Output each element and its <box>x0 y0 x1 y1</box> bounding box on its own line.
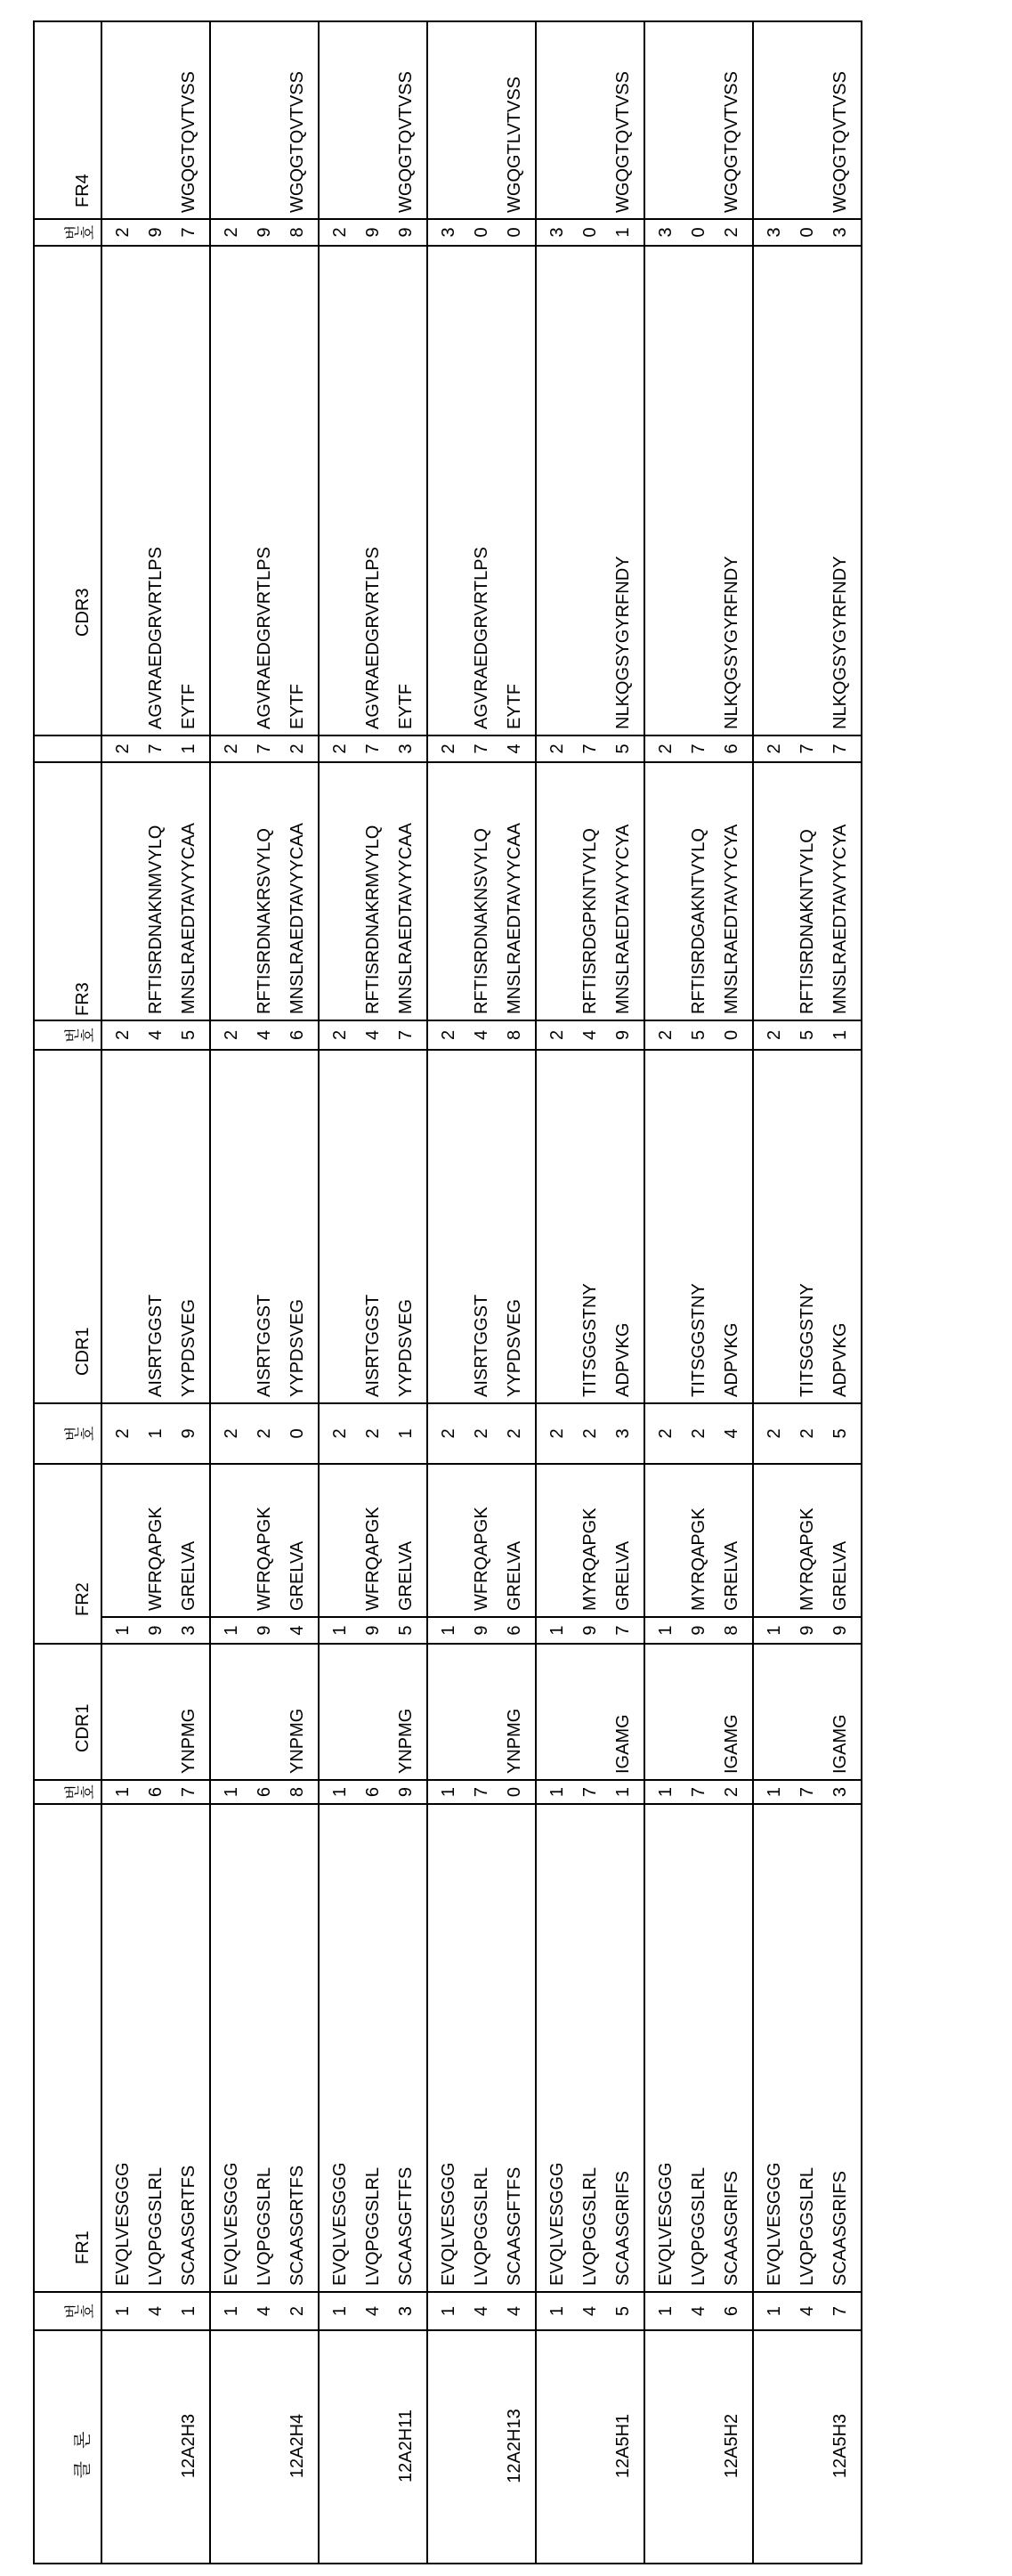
table-row <box>101 21 210 2564</box>
fr4-cell <box>536 21 644 219</box>
cdr1-cell <box>319 1644 427 1780</box>
sequence-line: MNSLRAEDTAVYYCYA <box>824 767 857 1014</box>
sequence-line: AISRTGGST <box>357 1054 390 1397</box>
seq-id-fr2 <box>753 1617 862 1644</box>
seq-id-cdr2 <box>753 1403 862 1464</box>
seq-id-cdr3 <box>753 735 862 762</box>
seq-id-cdr2 <box>210 1403 319 1464</box>
sequence-line: MNSLRAEDTAVYYCAA <box>173 767 206 1014</box>
seq-id-number: 171 <box>541 1787 640 1797</box>
seq-id-number: 245 <box>107 1030 206 1040</box>
seq-id-fr4 <box>319 219 427 246</box>
sequence-line: EYTF <box>498 250 531 729</box>
seq-id-number: 142 <box>215 2306 314 2316</box>
sequence-line: LVQPGGSLRL <box>357 1808 390 2286</box>
cdr2-cell <box>427 1050 536 1403</box>
fr1-cell <box>644 1804 753 2292</box>
sequence-line: RFTISRDGPKNTVYLQ <box>574 767 607 1014</box>
seq-id-fr1 <box>536 2292 644 2330</box>
sequence-line: TITSGGSTNY <box>683 1054 716 1397</box>
header-number <box>34 219 101 246</box>
seq-id-number: 169 <box>324 1787 423 1797</box>
seq-id-cdr2 <box>319 1403 427 1464</box>
sequence-line: MNSLRAEDTAVYYCYA <box>607 767 640 1014</box>
seq-id-cdr1 <box>536 1780 644 1804</box>
cdr3-cell <box>536 246 644 735</box>
sequence-line: WGQGTQVTVSS <box>173 26 206 213</box>
sequence-line: EVQLVESGGG <box>650 1808 683 2286</box>
seq-id-number: 144 <box>433 2306 531 2316</box>
fr1-cell <box>753 1804 862 2292</box>
seq-id-number: 143 <box>324 2306 423 2316</box>
seq-id-cdr3 <box>319 735 427 762</box>
sequence-line: YNPMG <box>173 1648 206 1774</box>
fr1-cell <box>319 1804 427 2292</box>
seq-id-cdr3 <box>536 735 644 762</box>
sequence-line: WGQGTQVTVSS <box>824 26 857 213</box>
seq-id-cdr2 <box>644 1403 753 1464</box>
clone-name: 12A5H3 <box>824 2335 857 2557</box>
sequence-line: ADPVKG <box>607 1054 640 1397</box>
clone-name: 12A2H3 <box>173 2335 206 2557</box>
sequence-line: RFTISRDGAKNTVYLQ <box>683 767 716 1014</box>
clone-cell <box>536 2330 644 2564</box>
seq-id-number: 225 <box>758 1428 857 1438</box>
header-number-label: 번호 <box>65 224 97 240</box>
seq-id-number: 221 <box>324 1428 423 1438</box>
seq-id-fr4 <box>753 219 862 246</box>
sequence-line: YNPMG <box>281 1648 314 1774</box>
sequence-line: AGVRAEDGRVRTLPS <box>466 250 498 729</box>
seq-id-cdr2 <box>101 1403 210 1464</box>
sequence-line: AISRTGGST <box>248 1054 281 1397</box>
sequence-line: WFRQAPGK <box>140 1468 173 1611</box>
seq-id-number: 219 <box>107 1428 206 1438</box>
seq-id-cdr1 <box>210 1780 319 1804</box>
sequence-line: EVQLVESGGG <box>215 1808 248 2286</box>
sequence-line: GRELVA <box>716 1468 749 1611</box>
sequence-line: IGAMG <box>607 1648 640 1774</box>
seq-id-number: 251 <box>758 1030 857 1040</box>
fr2-cell <box>319 1464 427 1617</box>
sequence-line: YNPMG <box>498 1648 531 1774</box>
clone-cell <box>210 2330 319 2564</box>
seq-id-number: 194 <box>215 1625 314 1635</box>
seq-id-fr3 <box>210 1020 319 1050</box>
seq-id-number: 146 <box>650 2306 749 2316</box>
sequence-line: LVQPGGSLRL <box>248 1808 281 2286</box>
seq-id-number: 300 <box>433 227 531 237</box>
header-number <box>34 1403 101 1464</box>
cdr3-cell <box>427 246 536 735</box>
seq-id-number: 272 <box>215 744 314 753</box>
seq-id-number: 222 <box>433 1428 531 1438</box>
fr2-cell <box>210 1464 319 1617</box>
seq-id-fr4 <box>536 219 644 246</box>
cdr1-cell <box>210 1644 319 1780</box>
seq-id-number: 303 <box>758 227 857 237</box>
fr3-cell <box>427 762 536 1020</box>
sequence-line: WGQGTQVTVSS <box>281 26 314 213</box>
sequence-line: LVQPGGSLRL <box>466 1808 498 2286</box>
sequence-line: MYRQAPGK <box>683 1468 716 1611</box>
sequence-line: ADPVKG <box>824 1054 857 1397</box>
seq-id-number: 301 <box>541 227 640 237</box>
fr1-cell <box>427 1804 536 2292</box>
seq-id-fr4 <box>101 219 210 246</box>
seq-id-number: 297 <box>107 227 206 237</box>
seq-id-fr2 <box>536 1617 644 1644</box>
sequence-line: EYTF <box>173 250 206 729</box>
seq-id-fr4 <box>427 219 536 246</box>
sequence-line: AGVRAEDGRVRTLPS <box>140 250 173 729</box>
seq-id-fr1 <box>644 2292 753 2330</box>
sequence-line: RFTISRDNAKNSVYLQ <box>466 767 498 1014</box>
seq-id-number: 276 <box>650 744 749 753</box>
sequence-line: SCAASGFTFS <box>498 1808 531 2286</box>
seq-id-number: 195 <box>324 1625 423 1635</box>
table-row <box>536 21 644 2564</box>
seq-id-fr3 <box>644 1020 753 1050</box>
header-number <box>34 1020 101 1050</box>
sequence-line: EVQLVESGGG <box>324 1808 357 2286</box>
sequence-line: YYPDSVEG <box>498 1054 531 1397</box>
cdr1-cell <box>101 1644 210 1780</box>
seq-id-number: 224 <box>650 1428 749 1438</box>
seq-id-fr4 <box>210 219 319 246</box>
header-fr3: FR3 <box>34 762 101 1020</box>
sequence-line: GRELVA <box>173 1468 206 1611</box>
clone-name: 12A5H1 <box>607 2335 640 2557</box>
sequence-line: WFRQAPGK <box>466 1468 498 1611</box>
sequence-line: WFRQAPGK <box>357 1468 390 1611</box>
fr1-cell <box>210 1804 319 2292</box>
seq-id-number: 172 <box>650 1787 749 1797</box>
seq-id-cdr3 <box>644 735 753 762</box>
fr4-cell <box>319 21 427 219</box>
seq-id-fr3 <box>101 1020 210 1050</box>
seq-id-fr2 <box>644 1617 753 1644</box>
sequence-line: EYTF <box>390 250 423 729</box>
sequence-line: GRELVA <box>281 1468 314 1611</box>
seq-id-number: 173 <box>758 1787 857 1797</box>
sequence-line: EVQLVESGGG <box>433 1808 466 2286</box>
seq-id-number: 298 <box>215 227 314 237</box>
sequence-line: WFRQAPGK <box>248 1468 281 1611</box>
seq-id-number: 147 <box>758 2306 857 2316</box>
sequence-line: EVQLVESGGG <box>541 1808 574 2286</box>
sequence-line: AGVRAEDGRVRTLPS <box>248 250 281 729</box>
cdr1-cell <box>644 1644 753 1780</box>
fr1-cell <box>101 1804 210 2292</box>
seq-id-number: 249 <box>541 1030 640 1040</box>
sequence-line: AGVRAEDGRVRTLPS <box>357 250 390 729</box>
header-cdr1: CDR1 <box>34 1644 101 1780</box>
sequence-line: RFTISRDNAKRSVYLQ <box>248 767 281 1014</box>
seq-id-cdr1 <box>101 1780 210 1804</box>
fr3-cell <box>644 762 753 1020</box>
seq-id-fr3 <box>536 1020 644 1050</box>
fr2-cell <box>536 1464 644 1617</box>
seq-id-number: 277 <box>758 744 857 753</box>
sequence-line: SCAASGRTFS <box>173 1808 206 2286</box>
sequence-line: MNSLRAEDTAVYYCAA <box>281 767 314 1014</box>
seq-id-number: 223 <box>541 1428 640 1438</box>
fr4-cell <box>753 21 862 219</box>
clone-cell <box>319 2330 427 2564</box>
seq-id-cdr1 <box>427 1780 536 1804</box>
cdr3-cell <box>210 246 319 735</box>
sequence-line: SCAASGFTFS <box>390 1808 423 2286</box>
sequence-line: LVQPGGSLRL <box>791 1808 824 2286</box>
sequence-line: LVQPGGSLRL <box>574 1808 607 2286</box>
sequence-line: MYRQAPGK <box>574 1468 607 1611</box>
sequence-line: EYTF <box>281 250 314 729</box>
seq-id-cdr1 <box>319 1780 427 1804</box>
sequence-line: EVQLVESGGG <box>758 1808 791 2286</box>
sequence-line: EVQLVESGGG <box>107 1808 140 2286</box>
sequence-line: SCAASGRIFS <box>716 1808 749 2286</box>
cdr2-cell <box>319 1050 427 1403</box>
sequence-line: IGAMG <box>716 1648 749 1774</box>
seq-id-fr2 <box>427 1617 536 1644</box>
seq-id-number: 247 <box>324 1030 423 1040</box>
sequence-line: WGQGTQVTVSS <box>390 26 423 213</box>
header-clone: 클론 <box>34 2330 101 2564</box>
clone-name: 12A2H11 <box>390 2335 423 2557</box>
cdr1-cell <box>427 1644 536 1780</box>
cdr2-cell <box>210 1050 319 1403</box>
fr3-cell <box>753 762 862 1020</box>
seq-id-cdr2 <box>427 1403 536 1464</box>
seq-id-number: 274 <box>433 744 531 753</box>
seq-id-number: 248 <box>433 1030 531 1040</box>
sequence-line: RFTISRDNAKRMVYLQ <box>357 767 390 1014</box>
sequence-line: GRELVA <box>498 1468 531 1611</box>
fr1-cell <box>536 1804 644 2292</box>
sequence-line: WGQGTLVTVSS <box>498 26 531 213</box>
seq-id-fr3 <box>427 1020 536 1050</box>
clone-cell <box>644 2330 753 2564</box>
header-fr2: FR2 <box>34 1464 101 1644</box>
header-number-label: 번호 <box>65 2304 97 2319</box>
sequence-line: GRELVA <box>824 1468 857 1611</box>
fr4-cell <box>210 21 319 219</box>
seq-id-fr1 <box>319 2292 427 2330</box>
header-fr4: FR4 <box>34 21 101 219</box>
header-number <box>34 2292 101 2330</box>
seq-id-number: 302 <box>650 227 749 237</box>
seq-id-number: 170 <box>433 1787 531 1797</box>
fr2-cell <box>753 1464 862 1617</box>
sequence-line: YYPDSVEG <box>281 1054 314 1397</box>
header-number-blank <box>34 735 101 762</box>
sequence-line: WGQGTQVTVSS <box>607 26 640 213</box>
cdr2-cell <box>536 1050 644 1403</box>
seq-id-fr3 <box>753 1020 862 1050</box>
sequence-line: NLKQGSYGYRFNDY <box>824 250 857 729</box>
sequence-line: YNPMG <box>390 1648 423 1774</box>
header-number-label: 번호 <box>65 1426 97 1441</box>
seq-id-number: 273 <box>324 744 423 753</box>
clone-name: 12A2H13 <box>498 2335 531 2557</box>
seq-id-fr1 <box>427 2292 536 2330</box>
seq-id-number: 141 <box>107 2306 206 2316</box>
sequence-line: TITSGGSTNY <box>574 1054 607 1397</box>
seq-id-number: 196 <box>433 1625 531 1635</box>
seq-id-fr3 <box>319 1020 427 1050</box>
cdr3-cell <box>644 246 753 735</box>
seq-id-cdr1 <box>753 1780 862 1804</box>
seq-id-fr1 <box>210 2292 319 2330</box>
seq-id-fr2 <box>210 1617 319 1644</box>
fr3-cell <box>101 762 210 1020</box>
sequence-line: RFTISRDNAKNMVYLQ <box>140 767 173 1014</box>
table-row <box>753 21 862 2564</box>
seq-id-number: 246 <box>215 1030 314 1040</box>
sequence-line: RFTISRDNAKNTVYLQ <box>791 767 824 1014</box>
sequence-line: IGAMG <box>824 1648 857 1774</box>
clone-cell <box>101 2330 210 2564</box>
sequence-line: YYPDSVEG <box>390 1054 423 1397</box>
sequence-line: AISRTGGST <box>466 1054 498 1397</box>
seq-id-fr2 <box>319 1617 427 1644</box>
sequence-line: WGQGTQVTVSS <box>716 26 749 213</box>
header-number-label: 번호 <box>65 1784 97 1800</box>
sequence-line: NLKQGSYGYRFNDY <box>607 250 640 729</box>
fr3-cell <box>210 762 319 1020</box>
seq-id-number: 167 <box>107 1787 206 1797</box>
header-row <box>34 21 101 2564</box>
seq-id-number: 299 <box>324 227 423 237</box>
cdr2-cell <box>753 1050 862 1403</box>
seq-id-cdr3 <box>210 735 319 762</box>
cdr3-cell <box>319 246 427 735</box>
sequence-line: YYPDSVEG <box>173 1054 206 1397</box>
clone-name: 12A5H2 <box>716 2335 749 2557</box>
fr3-cell <box>319 762 427 1020</box>
cdr3-cell <box>753 246 862 735</box>
cdr1-cell <box>536 1644 644 1780</box>
seq-id-cdr3 <box>101 735 210 762</box>
clone-cell <box>753 2330 862 2564</box>
sequence-line: MNSLRAEDTAVYYCYA <box>716 767 749 1014</box>
table-row <box>319 21 427 2564</box>
seq-id-fr4 <box>644 219 753 246</box>
cdr2-cell <box>101 1050 210 1403</box>
fr4-cell <box>644 21 753 219</box>
seq-id-number: 220 <box>215 1428 314 1438</box>
sequence-line: SCAASGRIFS <box>824 1808 857 2286</box>
sequence-line: MNSLRAEDTAVYYCAA <box>498 767 531 1014</box>
seq-id-fr1 <box>753 2292 862 2330</box>
fr3-cell <box>536 762 644 1020</box>
seq-id-fr1 <box>101 2292 210 2330</box>
table-row <box>427 21 536 2564</box>
sequence-line: ADPVKG <box>716 1054 749 1397</box>
sequence-line: MNSLRAEDTAVYYCAA <box>390 767 423 1014</box>
sequence-line: LVQPGGSLRL <box>140 1808 173 2286</box>
seq-id-fr2 <box>101 1617 210 1644</box>
seq-id-number: 198 <box>650 1625 749 1635</box>
sequence-line: SCAASGRIFS <box>607 1808 640 2286</box>
sequence-line: LVQPGGSLRL <box>683 1808 716 2286</box>
seq-id-number: 145 <box>541 2306 640 2316</box>
header-cdr3: CDR3 <box>34 246 101 735</box>
seq-id-number: 275 <box>541 744 640 753</box>
header-cdr2: CDR1 <box>34 1050 101 1403</box>
header-fr1: FR1 <box>34 1804 101 2292</box>
cdr1-cell <box>753 1644 862 1780</box>
fr2-cell <box>101 1464 210 1617</box>
clone-cell <box>427 2330 536 2564</box>
sequence-line: MYRQAPGK <box>791 1468 824 1611</box>
sequence-line: SCAASGRTFS <box>281 1808 314 2286</box>
cdr2-cell <box>644 1050 753 1403</box>
seq-id-number: 168 <box>215 1787 314 1797</box>
sequence-line: GRELVA <box>607 1468 640 1611</box>
fr4-cell <box>427 21 536 219</box>
sequence-line: TITSGGSTNY <box>791 1054 824 1397</box>
fr2-cell <box>644 1464 753 1617</box>
header-number <box>34 1780 101 1804</box>
seq-id-number: 271 <box>107 744 206 753</box>
cdr3-cell <box>101 246 210 735</box>
clone-name: 12A2H4 <box>281 2335 314 2557</box>
seq-id-number: 197 <box>541 1625 640 1635</box>
sequence-table <box>33 20 862 2564</box>
fr4-cell <box>101 21 210 219</box>
table-row <box>210 21 319 2564</box>
sequence-line: NLKQGSYGYRFNDY <box>716 250 749 729</box>
table-row <box>644 21 753 2564</box>
seq-id-cdr1 <box>644 1780 753 1804</box>
fr2-cell <box>427 1464 536 1617</box>
sequence-line: GRELVA <box>390 1468 423 1611</box>
seq-id-number: 193 <box>107 1625 206 1635</box>
rotated-table-page <box>33 22 862 2564</box>
seq-id-cdr2 <box>536 1403 644 1464</box>
seq-id-cdr3 <box>427 735 536 762</box>
sequence-line: AISRTGGST <box>140 1054 173 1397</box>
seq-id-number: 250 <box>650 1030 749 1040</box>
seq-id-number: 199 <box>758 1625 857 1635</box>
header-number-label: 번호 <box>65 1028 97 1043</box>
